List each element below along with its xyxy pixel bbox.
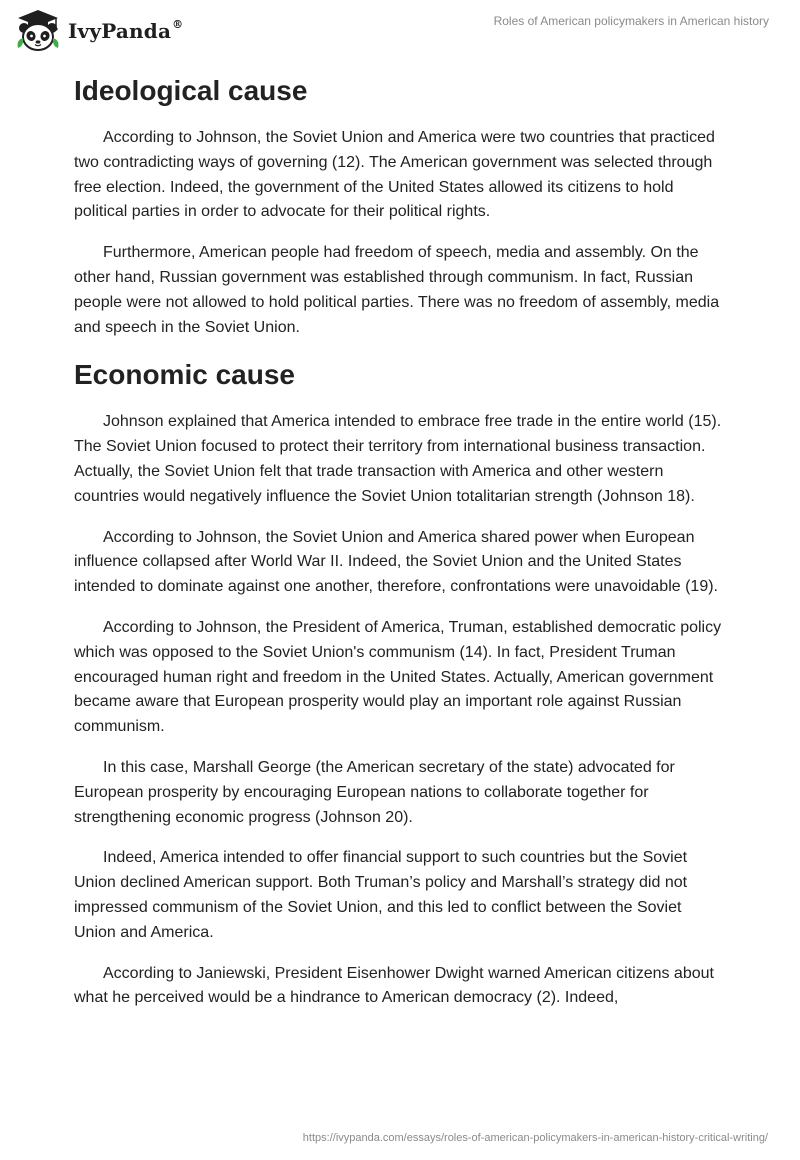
brand-name: IvyPanda® [68,18,184,43]
paragraph: According to Johnson, the President of America, Truman, established democratic policy which was opposed to the Soviet Union's communism (14). In fact, President Truman encouraged human right and freedom in the United States. Actually, American government became aware that European prosperity would play an important role against Russian communism. [74,618,722,736]
paragraph: According to Johnson, the Soviet Union and America shared power when European influence collapsed after World War II. Indeed, the Soviet Union and the United States intended to dominate against one another, therefore, confrontations were unavoidable (19). [74,528,718,596]
paragraph: Indeed, America intended to offer financial support to such countries but the Soviet Union declined American support. Both Truman’s policy and Marshall’s strategy did not impressed communism of the Soviet Union, and this led to conflict between the Soviet Union and America. [74,849,688,941]
paragraph: Johnson explained that America intended to embrace free trade in the entire world (15). The Soviet Union focused to protect their territory from international business transaction. Actually, the Soviet Union felt that trade transaction with America and other western countries would negatively influence the Soviet Union totalitarian strength (Johnson 18). [74,413,722,505]
paragraph: According to Johnson, the Soviet Union and America were two countries that practiced two contradicting ways of governing (12). The American government was selected through free election. Indeed, the government of the United States allowed its citizens to hold political parties in order to advocate for their political rights. [74,129,715,221]
section-heading-economic: Economic cause [74,359,295,391]
paragraph: In this case, Marshall George (the American secretary of the state) advocated for European prosperity by encouraging European nations to collaborate together for strengthening economic progress (Johnson 20). [74,758,675,826]
essay-content [74,72,726,1027]
section-heading-ideological: Ideological cause [74,75,308,106]
running-title: Roles of American policymakers in American history [493,14,769,28]
paragraph: Furthermore, American people had freedom of speech, media and assembly. On the other hand, Russian government was established through communism. In fact, Russian people were not allowed to hold political parties. There was no freedom of assembly, media and speech in the Soviet Union. [74,244,720,336]
panda-graduate-icon [14,8,62,52]
paragraph: According to Janiewski, President Eisenhower Dwight warned American citizens about what he perceived would be a hindrance to American democracy (2). Indeed, [74,964,714,1007]
page-header [0,0,800,56]
brand-logo[interactable] [14,8,183,52]
source-url[interactable]: https://ivypanda.com/essays/roles-of-american-policymakers-in-american-history-critical-writing/ [302,1132,768,1144]
